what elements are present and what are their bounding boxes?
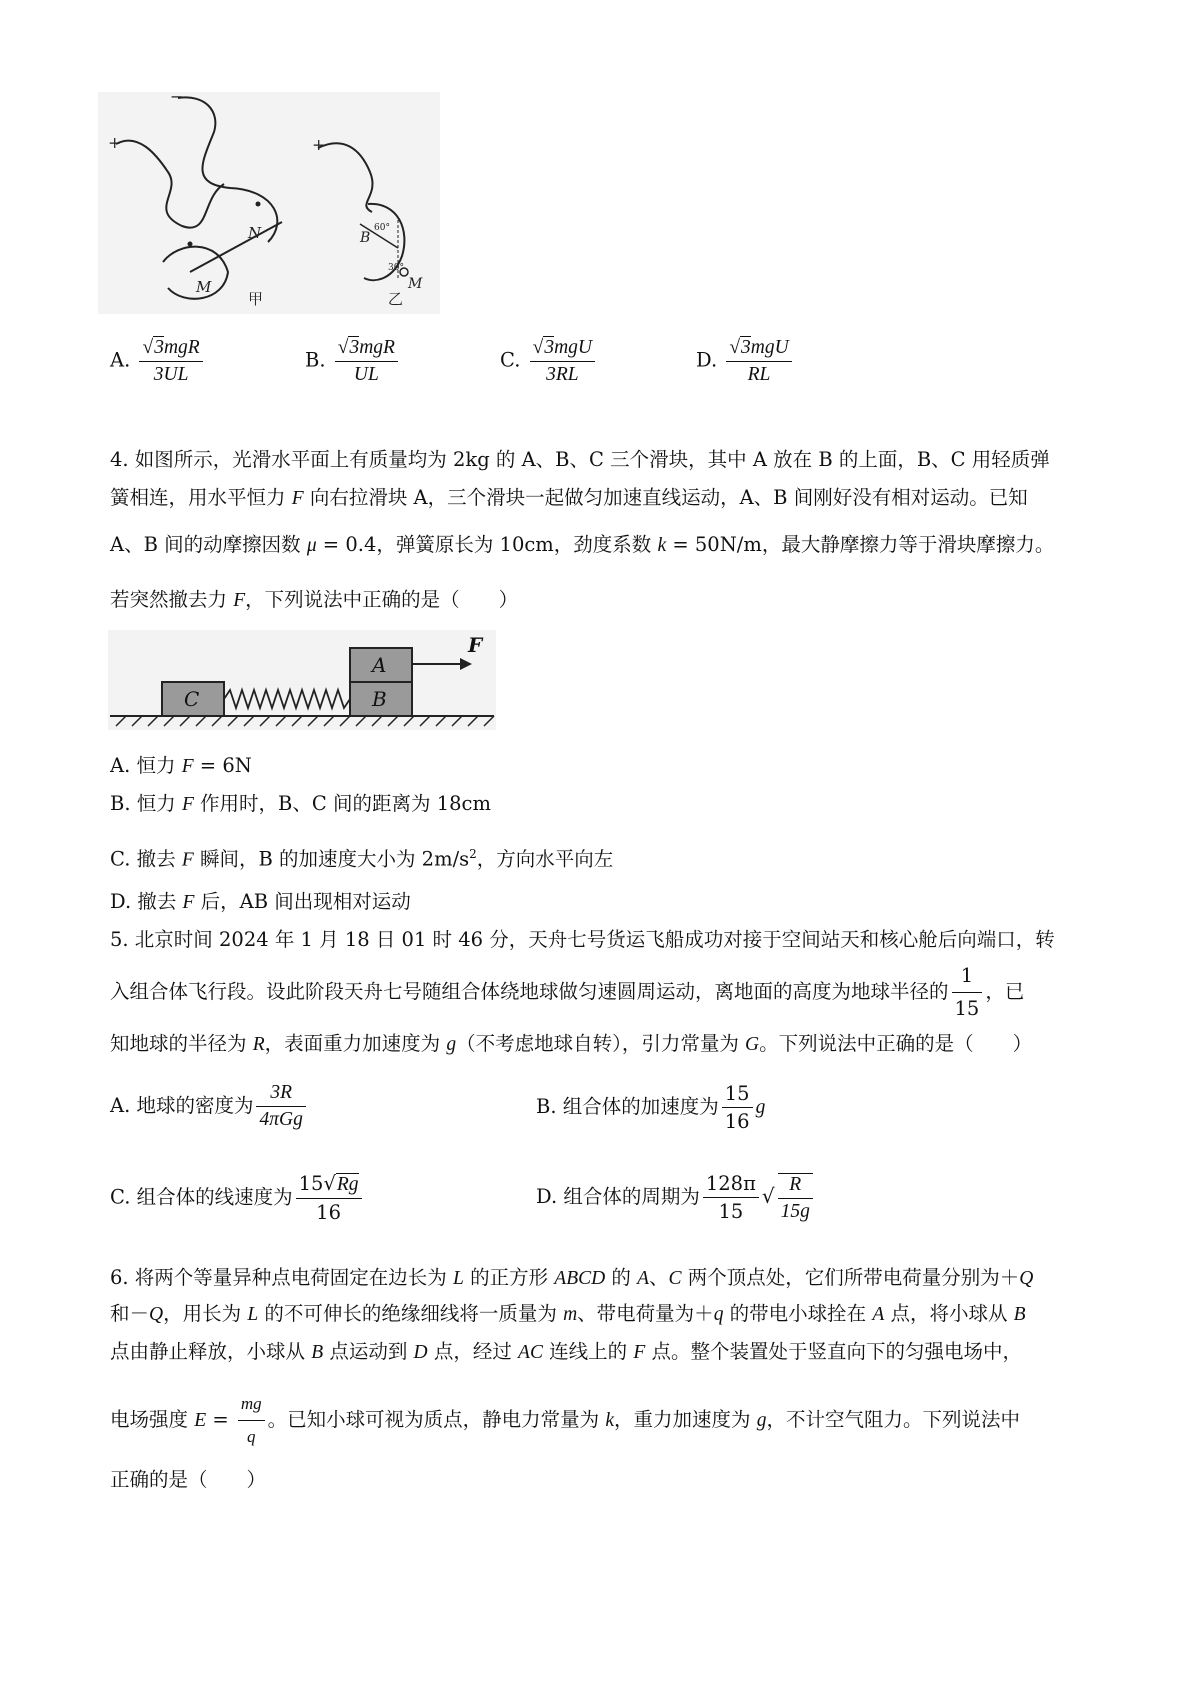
block-B-label: B <box>372 687 387 711</box>
q6-stem-line4: 电场强度 E = $\frac{mg}{q}$ 。已知小球可视为质点，静电力常量为 k，重力加速度为 g，不计空气阻力。下列说法中 <box>110 1390 1020 1451</box>
label-M-jia: M <box>196 278 212 296</box>
q4-stem-line2: 簧相连，用水平恒力 F 向右拉滑块 A，三个滑块一起做匀加速直线运动，A、B 间刚好没有相对运动。已知 <box>110 486 1028 509</box>
q5-stem-line1: 5. 北京时间 2024 年 1 月 18 日 01 时 46 分，天舟七号货运飞船成功对接于空间站天和核心舱后向端口，转 <box>110 928 1055 951</box>
q3-figure-drawing <box>98 92 440 314</box>
num-rest: mgR <box>359 337 395 358</box>
q4-stem-line4: 若突然撤去力 F，下列说法中正确的是（ ） <box>110 588 519 611</box>
denominator: RL <box>747 364 771 385</box>
q5-option-b: B. 组合体的加速度为 $\frac{15}{16}$ g <box>536 1082 766 1133</box>
num-rest: mgR <box>163 337 200 358</box>
q3-option-d: D. $\frac{\text{√3mgU}}{RL}$ <box>696 336 795 386</box>
minus-label: − <box>170 92 184 106</box>
q5-stem-line2: 入组合体飞行段。设此阶段天舟七号随组合体绕地球做匀速圆周运动，离地面的高度为地球半径的 $\frac{1}{15}$ ，已 <box>110 964 1025 1020</box>
q4-option-a: A. 恒力 F = 6N <box>110 754 252 777</box>
q4-figure <box>108 630 496 730</box>
q4-stem-line3: A、B 间的动摩擦因数 μ = 0.4，弹簧原长为 10cm，劲度系数 k = 50N/m，最大静摩擦力等于滑块摩擦力。 <box>110 533 1055 556</box>
label-M-yi: M <box>408 276 423 292</box>
q3-option-b: B. $\frac{\text{√3mgR}}{UL}$ <box>305 336 401 386</box>
label-yi: 乙 <box>388 290 404 308</box>
block-C-label: C <box>184 687 200 711</box>
q5-option-d: D. 组合体的周期为 $\frac{128\pi}{15}$ √ $\frac{R}{15g}$ <box>536 1172 816 1223</box>
plus-label-left: + <box>108 133 122 152</box>
block-A-label: A <box>372 653 387 677</box>
denominator: 3UL <box>153 364 189 385</box>
q6-stem-line1: 6. 将两个等量异种点电荷固定在边长为 L 的正方形 ABCD 的 A、C 两个顶点处，它们所带电荷量分别为＋Q <box>110 1266 1034 1289</box>
force-F-label: F <box>468 633 483 657</box>
denominator: UL <box>353 364 379 385</box>
num-sqrt: 3 <box>154 337 164 358</box>
num-rest: mgU <box>750 337 789 358</box>
q5-option-a: A. 地球的密度为 $\frac{3R}{\text{4πGg}}$ <box>110 1082 309 1131</box>
num-sqrt: 3 <box>741 337 751 358</box>
denominator: 3RL <box>546 364 579 385</box>
q3-option-c: C. $\frac{\text{√3mgU}}{3RL}$ <box>500 336 598 386</box>
num-sqrt: 3 <box>349 337 360 358</box>
q4-figure-drawing <box>108 630 496 730</box>
q6-stem-line2: 和－Q，用长为 L 的不可伸长的绝缘细线将一质量为 m、带电荷量为＋q 的带电小球拴在 A 点，将小球从 B <box>110 1302 1026 1325</box>
label-B-yi: B <box>360 230 371 246</box>
q4-option-b: B. 恒力 F 作用时，B、C 间的距离为 18cm <box>110 792 491 815</box>
label-jia: 甲 <box>248 290 264 308</box>
option-label: C. <box>500 348 521 372</box>
option-label: A. <box>110 348 131 372</box>
q6-stem-line3: 点由静止释放，小球从 B 点运动到 D 点，经过 AC 连线上的 F 点。整个装置处于竖直向下的匀强电场中， <box>110 1340 1022 1363</box>
option-label: D. <box>696 348 718 372</box>
angle-60-label: 60° <box>374 223 390 233</box>
q3-option-a: A. $\frac{\text{√3mgR}}{3UL}$ <box>110 336 206 386</box>
angle-30-label: 30° <box>388 263 404 273</box>
q4-option-c: C. 撤去 F 瞬间，B 的加速度大小为 $2m/s^2$，方向水平向左 <box>110 847 614 871</box>
q6-stem-line5: 正确的是（ ） <box>110 1468 267 1491</box>
q5-option-c: C. 组合体的线速度为 $\frac{15√Rg}{16}$ <box>110 1172 365 1224</box>
q5-stem-line3: 知地球的半径为 R，表面重力加速度为 g（不考虑地球自转），引力常量为 G。下列说法中正确的是（ ） <box>110 1032 1033 1055</box>
q3-figure <box>98 92 440 314</box>
option-label: B. <box>305 348 326 372</box>
num-rest: mgU <box>554 337 593 358</box>
num-sqrt: 3 <box>544 337 555 358</box>
label-N: N <box>248 224 262 242</box>
q4-option-d: D. 撤去 F 后，AB 间出现相对运动 <box>110 890 411 913</box>
plus-label-right: + <box>312 135 326 154</box>
q4-stem-line1: 4. 如图所示，光滑水平面上有质量均为 2kg 的 A、B、C 三个滑块，其中 A 放在 B 的上面，B、C 用轻质弹 <box>110 448 1050 471</box>
